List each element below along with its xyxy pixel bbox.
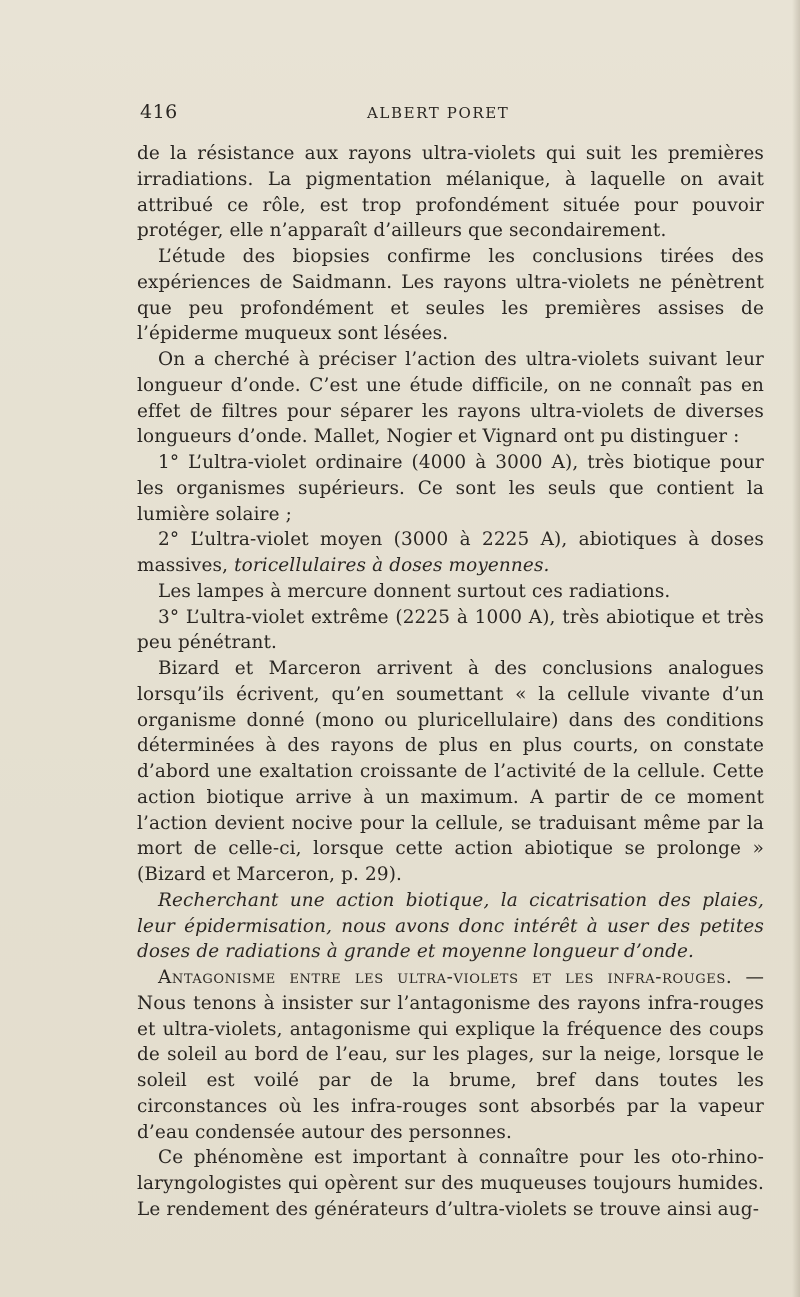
paragraph-6: Les lampes à mercure donnent surtout ces radiations. xyxy=(158,580,671,602)
paragraph-9: Recherchant une action biotique, la cicatrisation des plaies, leur épidermisation, nous avons donc intérêt à user des petites doses de radiations à grande et moyenne longueur d’onde. xyxy=(137,889,764,963)
paragraph-2: L’étude des biopsies confirme les conclusions tirées des expériences de Saidmann. Les rayons ultra-violets ne pénètrent que peu profondément et seules les premières assises de l’épiderme muqueux sont lésées. xyxy=(137,246,764,345)
page-number: 416 xyxy=(140,101,178,123)
section-heading: Antagonisme entre les ultra-violets et les infra-rouges. xyxy=(158,967,733,988)
paragraph-7: 3° L’ultra-violet extrême (2225 à 1000 A), très abiotique et très peu pénétrant. xyxy=(137,606,764,654)
paragraph-11: Ce phénomène est important à connaître pour les oto-rhino-laryngologistes qui opèrent sur des muqueuses toujours humides. Le rendement des générateurs d’ultra-violets se trouve ainsi aug- xyxy=(137,1147,764,1220)
page-header xyxy=(140,99,764,125)
page-edge-shadow xyxy=(792,0,800,1297)
paragraph-1: de la résistance aux rayons ultra-violets qui suit les premières irradiations. La pigmentation mélanique, à laquelle on avait attribué ce rôle, est trop profondément située pour pouvoir protéger, elle n’apparaît d’ailleurs que secondairement. xyxy=(137,143,764,242)
paragraph-10-text: — Nous tenons à insister sur l’antagonisme des rayons infra-rouges et ultra-violets, antagonisme qui explique la fréquence des coups de soleil au bord de l’eau, sur les plages, sur la neige, lorsque le soleil est voilé par de la brume, bref dans toutes les circonstances où les infra-rouges sont absorbés par la vapeur d’eau condensée autour des personnes. xyxy=(137,967,765,1143)
paragraph-4: 1° L’ultra-violet ordinaire (4000 à 3000 A), très biotique pour les organismes supérieurs. Ce sont les seuls que contient la lumière solaire ; xyxy=(137,452,764,525)
paragraph-5 xyxy=(137,527,764,579)
paragraph-5-text: 2° L’ultra-violet moyen (3000 à 2225 A), abiotiques à doses massives, xyxy=(137,529,764,576)
paragraph-8: Bizard et Marceron arrivent à des conclusions analogues lorsqu’ils écrivent, qu’en soumettant « la cellule vivante d’un organisme donné (mono ou pluricellulaire) dans des conditions déterminées à des rayons de plus en plus courts, on constate d’abord une exaltation croissante de l’activité de la cellule. Cette action biotique arrive à un maximum. A partir de ce moment l’action devient nocive pour la cellule, se traduisant même par la mort de celle-ci, lorsque cette action abiotique se prolonge » (Bizard et Marceron, p. 29). xyxy=(137,658,764,885)
paragraph-3: On a cherché à préciser l’action des ultra-violets suivant leur longueur d’onde. C’est une étude difficile, on ne connaît pas en effet de filtres pour séparer les rayons ultra-violets de diverses longueurs d’onde. Mallet, Nogier et Vignard ont pu distinguer : xyxy=(137,349,764,448)
paragraph-5-italic: toricellulaires à doses moyennes. xyxy=(234,555,550,576)
running-title: ALBERT PORET xyxy=(367,104,510,122)
body-text xyxy=(137,141,764,1223)
paragraph-10 xyxy=(137,965,764,1145)
